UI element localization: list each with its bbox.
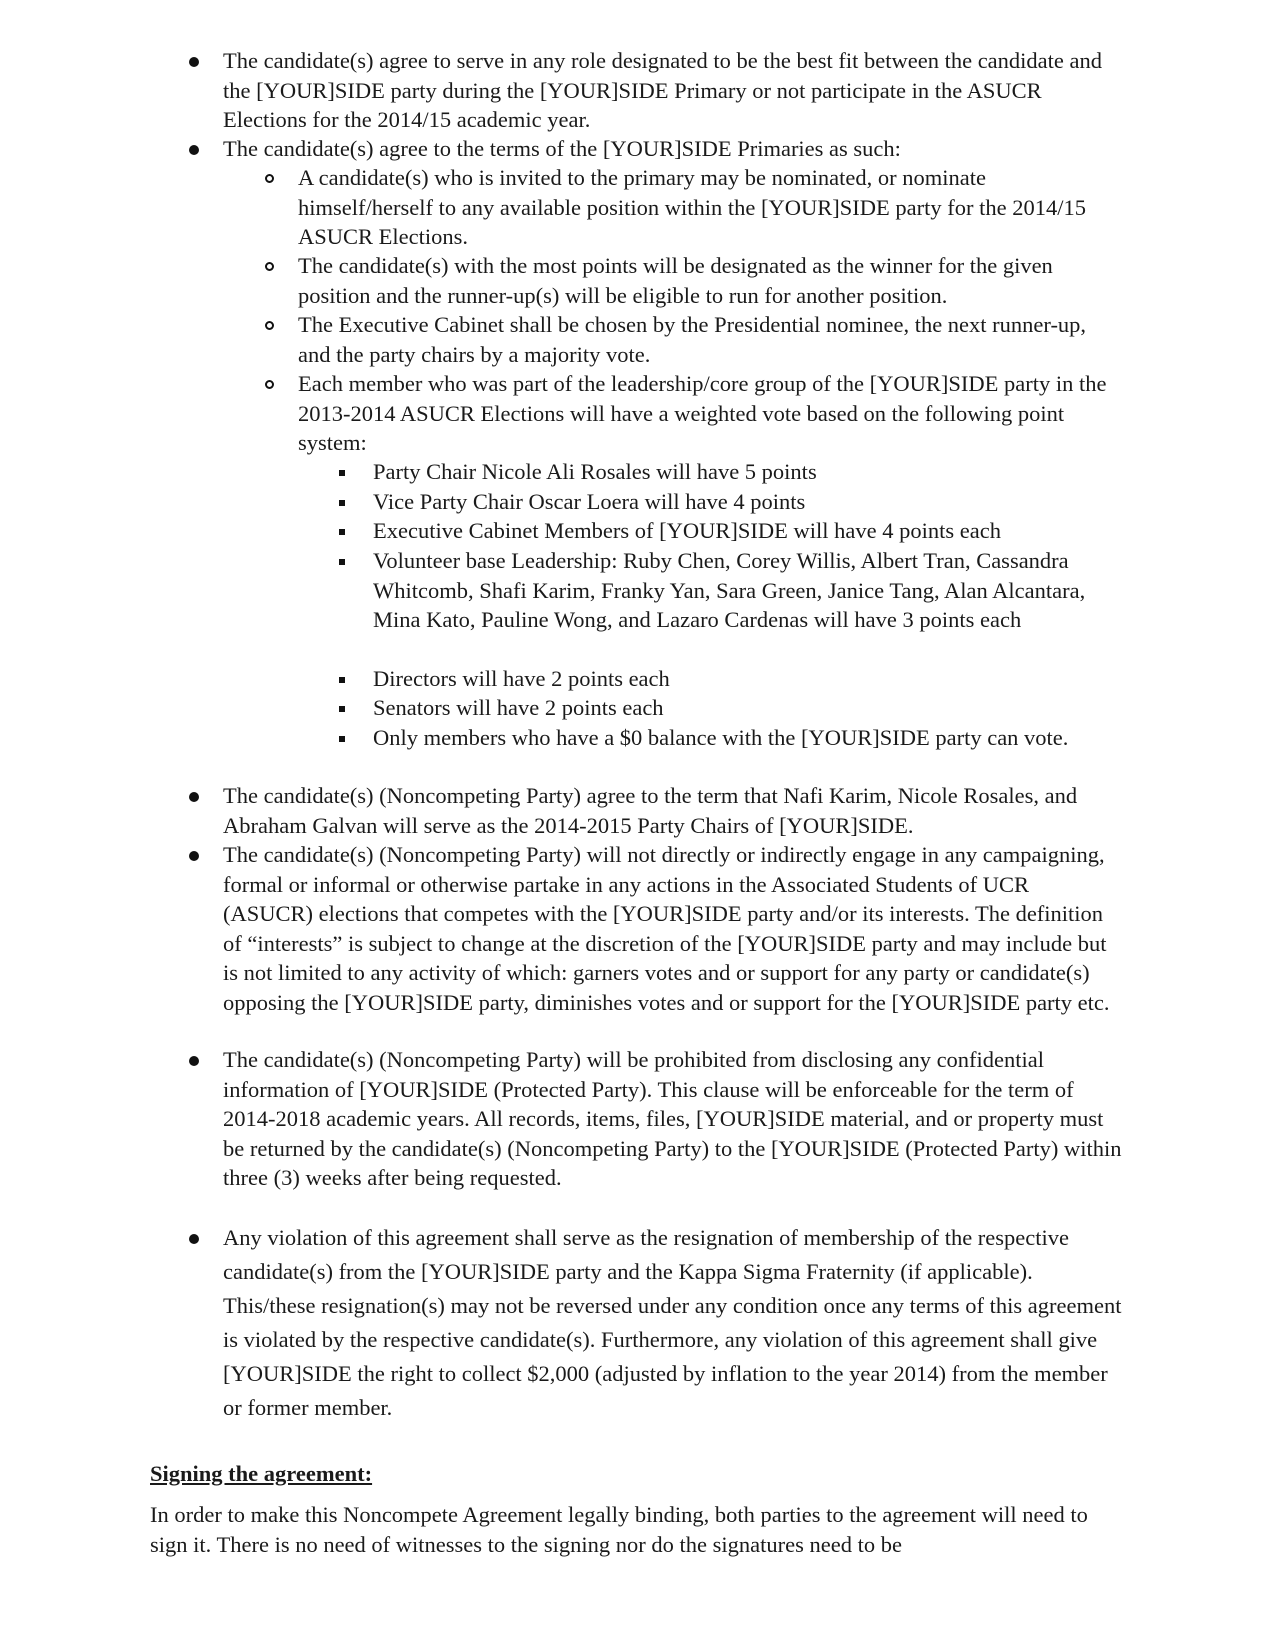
circle-bullet-icon xyxy=(265,262,274,271)
sub-item xyxy=(298,163,1113,252)
bullet-item xyxy=(223,781,1123,840)
point-item-text: Party Chair Nicole Ali Rosales will have 5 points xyxy=(373,459,817,484)
bullet-item xyxy=(223,46,1123,135)
point-item xyxy=(373,457,1128,487)
bullet-dot-icon xyxy=(189,145,199,155)
circle-bullet-icon xyxy=(265,321,274,330)
square-bullet-icon xyxy=(339,500,345,506)
sub-item-text: Each member who was part of the leadership/core group of the [YOUR]SIDE party in the 2013-2014 ASUCR Elections will have a weighted vote based on the following point system: xyxy=(298,371,1107,455)
point-item-text: Executive Cabinet Members of [YOUR]SIDE will have 4 points each xyxy=(373,518,1001,543)
sub-item xyxy=(298,251,1113,310)
square-bullet-icon xyxy=(339,677,345,683)
square-bullet-icon xyxy=(339,559,345,565)
circle-bullet-icon xyxy=(265,380,274,389)
point-item xyxy=(373,723,1128,753)
bullet-text: The candidate(s) (Noncompeting Party) will not directly or indirectly engage in any campaigning, formal or informal or otherwise partake in any actions in the Associated Students of UCR (ASUCR) elections that competes with the [YOUR]SIDE party and/or its interests. The definition of “interests” is subject to change at the discretion of the [YOUR]SIDE party and may include but is not limited to any activity of which: garners votes and or support for any party or candidate(s) opposing the [YOUR]SIDE party, diminishes votes and or support for the [YOUR]SIDE party etc. xyxy=(223,842,1110,1015)
point-item xyxy=(373,487,1128,517)
point-item-text: Vice Party Chair Oscar Loera will have 4 points xyxy=(373,489,806,514)
bullet-item xyxy=(223,134,1123,164)
square-bullet-icon xyxy=(339,529,345,535)
section-heading: Signing the agreement: xyxy=(150,1461,373,1486)
bullet-text: The candidate(s) agree to serve in any role designated to be the best fit between the candidate and the [YOUR]SIDE party during the [YOUR]SIDE Primary or not participate in the ASUCR Elections for the 2014/15 academic year. xyxy=(223,48,1103,132)
point-item-text: Volunteer base Leadership: Ruby Chen, Corey Willis, Albert Tran, Cassandra Whitcomb, Shafi Karim, Franky Yan, Sara Green, Janice Tang, Alan Alcantara, Mina Kato, Pauline Wong, and Lazaro Cardenas will have 3 points each xyxy=(373,548,1086,632)
point-item xyxy=(373,664,1128,694)
square-bullet-icon xyxy=(339,706,345,712)
bullet-item xyxy=(223,1045,1123,1193)
point-item-text: Senators will have 2 points each xyxy=(373,695,664,720)
bullet-dot-icon xyxy=(189,1234,199,1244)
point-item xyxy=(373,516,1128,546)
bullet-dot-icon xyxy=(189,57,199,67)
sub-item-text: The Executive Cabinet shall be chosen by the Presidential nominee, the next runner-up, and the party chairs by a majority vote. xyxy=(298,312,1087,367)
bullet-dot-icon xyxy=(189,851,199,861)
square-bullet-icon xyxy=(339,470,345,476)
bullet-text: The candidate(s) agree to the terms of the [YOUR]SIDE Primaries as such: xyxy=(223,136,901,161)
bullet-text: The candidate(s) (Noncompeting Party) agree to the term that Nafi Karim, Nicole Rosales, and Abraham Galvan will serve as the 2014-2015 Party Chairs of [YOUR]SIDE. xyxy=(223,783,1078,838)
sub-item-text: A candidate(s) who is invited to the primary may be nominated, or nominate himself/herself to any available position within the [YOUR]SIDE party for the 2014/15 ASUCR Elections. xyxy=(298,165,1086,249)
bullet-text: Any violation of this agreement shall serve as the resignation of membership of the respective candidate(s) from the [YOUR]SIDE party and the Kappa Sigma Fraternity (if applicable). This/these resignation(s) may not be reversed under any condition once any terms of this agreement is violated by the respective candidate(s). Furthermore, any violation of this agreement shall give [YOUR]SIDE the right to collect $2,000 (adjusted by inflation to the year 2014) from the member or former member. xyxy=(223,1225,1122,1420)
bullet-dot-icon xyxy=(189,792,199,802)
point-item-text: Directors will have 2 points each xyxy=(373,666,670,691)
bullet-item xyxy=(223,840,1123,1017)
sub-item-text: The candidate(s) with the most points will be designated as the winner for the given position and the runner-up(s) will be eligible to run for another position. xyxy=(298,253,1053,308)
point-item xyxy=(373,546,1128,635)
circle-bullet-icon xyxy=(265,174,274,183)
sub-item xyxy=(298,369,1113,458)
bullet-item xyxy=(223,1221,1123,1425)
point-item-text: Only members who have a $0 balance with the [YOUR]SIDE party can vote. xyxy=(373,725,1069,750)
square-bullet-icon xyxy=(339,736,345,742)
section-paragraph: In order to make this Noncompete Agreement legally binding, both parties to the agreement will need to sign it. There is no need of witnesses to the signing nor do the signatures need to be xyxy=(150,1502,1088,1557)
point-item xyxy=(373,693,1128,723)
sub-item xyxy=(298,310,1113,369)
bullet-text: The candidate(s) (Noncompeting Party) will be prohibited from disclosing any confidential information of [YOUR]SIDE (Protected Party). This clause will be enforceable for the term of 2014-2018 academic years. All records, items, files, [YOUR]SIDE material, and or property must be returned by the candidate(s) (Noncompeting Party) to the [YOUR]SIDE (Protected Party) within three (3) weeks after being requested. xyxy=(223,1047,1122,1190)
bullet-dot-icon xyxy=(189,1056,199,1066)
